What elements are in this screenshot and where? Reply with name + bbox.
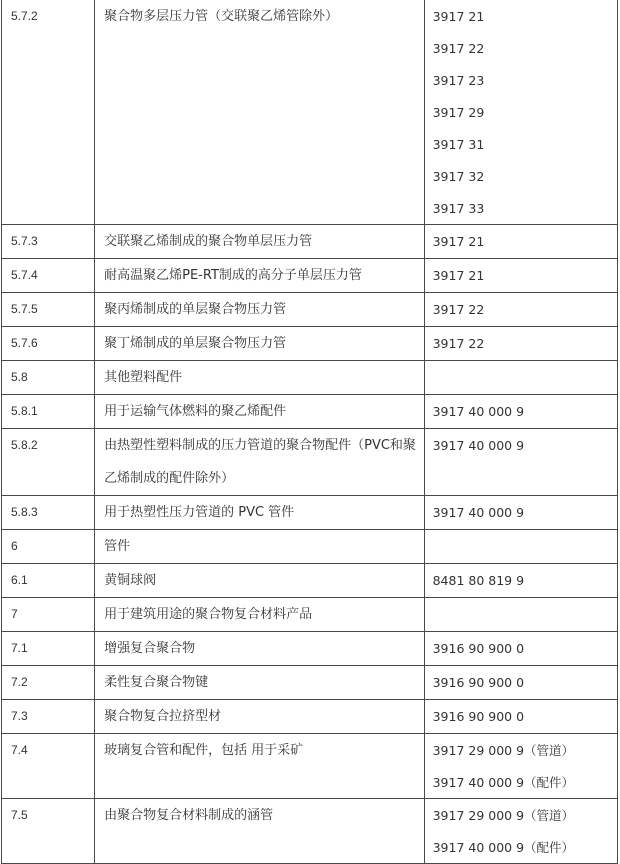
item-description: 由聚合物复合材料制成的涵管 [95,799,424,864]
hs-codes [424,632,617,666]
table-row [2,0,618,225]
hs-codes [424,530,617,564]
table-row [2,632,618,666]
item-number: 7.2 [2,666,95,700]
item-number: 6 [2,530,95,564]
table-row [2,666,618,700]
table-row [2,361,618,395]
hs-codes [424,429,617,496]
table-row [2,225,618,259]
hs-codes [424,496,617,530]
item-description: 聚丁烯制成的单层聚合物压力管 [95,327,424,361]
item-number: 5.7.5 [2,293,95,327]
hs-code: 3917 40 000 9（配件） [432,775,575,790]
hs-code-empty [433,598,617,630]
item-description: 增强复合聚合物 [95,632,424,666]
item-description: 聚丙烯制成的单层聚合物压力管 [95,293,424,327]
hs-code: 3916 90 900 0 [432,709,525,724]
hs-code: 3917 29 000 9（管道） [432,743,575,758]
item-number: 5.8.1 [2,395,95,429]
item-number: 5.7.6 [2,327,95,361]
hs-codes [424,0,617,225]
hs-code: 3917 29 [432,105,485,120]
hs-code: 3917 40 000 9 [432,505,525,520]
hs-code-empty [433,361,617,393]
item-number: 5.8 [2,361,95,395]
item-description: 用于运输气体燃料的聚乙烯配件 [95,395,424,429]
hs-code: 3917 23 [432,73,485,88]
hs-codes [424,395,617,429]
item-description: 用于热塑性压力管道的 PVC 管件 [95,496,424,530]
table-row [2,734,618,799]
table-row [2,564,618,598]
item-number: 5.8.2 [2,429,95,496]
item-number: 5.7.2 [2,0,95,225]
hs-code: 3917 33 [432,201,485,216]
hs-codes [424,666,617,700]
item-description: 聚合物多层压力管（交联聚乙烯管除外） [95,0,424,225]
hs-code: 3917 40 000 9（配件） [432,840,575,855]
hs-code: 3917 40 000 9 [432,404,525,419]
hs-codes [424,564,617,598]
hs-code: 3917 29 000 9（管道） [432,808,575,823]
table-row [2,598,618,632]
hs-code: 3917 21 [432,234,485,249]
hs-code: 3917 40 000 9 [432,438,525,453]
table-row [2,293,618,327]
hs-code: 3917 21 [432,9,485,24]
hs-code: 3917 21 [432,268,485,283]
hs-codes [424,259,617,293]
hs-code: 3917 22 [432,302,485,317]
hs-codes [424,598,617,632]
hs-code-empty [433,530,617,562]
item-description: 柔性复合聚合物键 [95,666,424,700]
hs-codes [424,327,617,361]
table-row [2,395,618,429]
table-row [2,530,618,564]
item-number: 5.8.3 [2,496,95,530]
item-description-text: 由热塑性塑料制成的压力管道的聚合物配件（PVC和聚乙烯制成的配件除外） [104,438,416,486]
hs-code: 3917 31 [432,137,485,152]
item-number: 7.5 [2,799,95,864]
item-description [95,429,424,496]
codes-table [1,0,618,864]
table-row [2,429,618,496]
table-row [2,700,618,734]
table-row [2,799,618,864]
item-number: 5.7.4 [2,259,95,293]
item-description: 交联聚乙烯制成的聚合物单层压力管 [95,225,424,259]
item-description: 黄铜球阀 [95,564,424,598]
item-number: 7 [2,598,95,632]
item-number: 5.7.3 [2,225,95,259]
hs-code: 8481 80 819 9 [432,573,525,588]
hs-code: 3917 22 [432,336,485,351]
item-description: 管件 [95,530,424,564]
table-row [2,327,618,361]
table-row [2,496,618,530]
item-description: 耐高温聚乙烯PE-RT制成的高分子单层压力管 [95,259,424,293]
item-description: 用于建筑用途的聚合物复合材料产品 [95,598,424,632]
hs-codes [424,700,617,734]
item-number: 6.1 [2,564,95,598]
hs-codes [424,361,617,395]
hs-codes [424,799,617,864]
hs-code: 3917 32 [432,169,485,184]
table-row [2,259,618,293]
hs-codes [424,225,617,259]
item-description: 聚合物复合拉挤型材 [95,700,424,734]
item-description: 玻璃复合管和配件，包括 用于采矿 [95,734,424,799]
item-number: 7.1 [2,632,95,666]
item-description: 其他塑料配件 [95,361,424,395]
hs-code: 3916 90 900 0 [432,641,525,656]
item-number: 7.4 [2,734,95,799]
item-number: 7.3 [2,700,95,734]
hs-code: 3916 90 900 0 [432,675,525,690]
hs-code: 3917 22 [432,41,485,56]
hs-codes [424,734,617,799]
hs-codes [424,293,617,327]
